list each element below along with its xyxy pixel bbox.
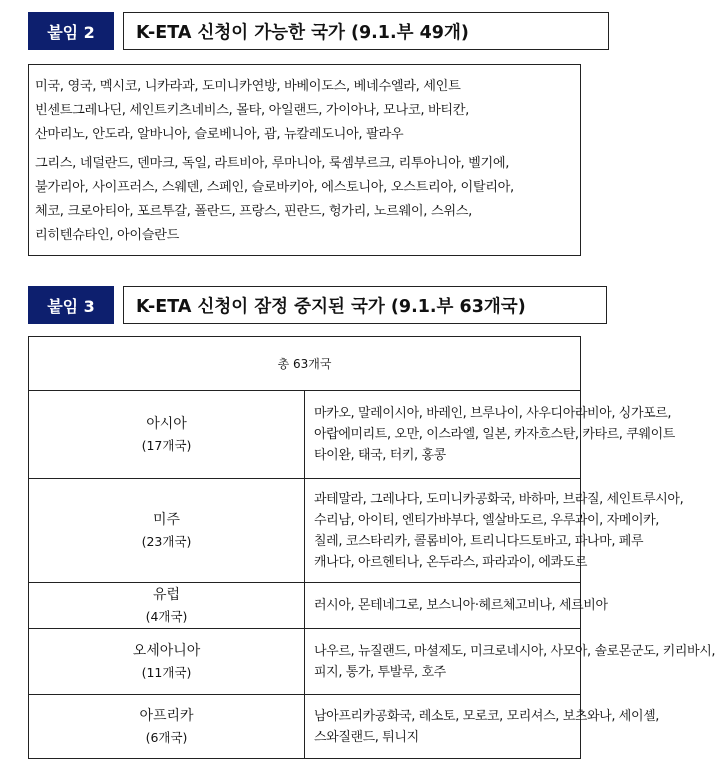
country-line: 수리남, 아이티, 엔티가바부다, 엘살바도르, 우루과이, 자메이카, <box>314 512 660 528</box>
region-cell <box>29 629 305 695</box>
region-count: (11개국) <box>141 664 192 680</box>
region-name: 아시아 <box>146 415 187 432</box>
table-row <box>29 583 581 629</box>
annex2-title: K-ETA 신청이 가능한 국가 (9.1.부 49개) <box>123 12 609 50</box>
country-line: 스와질랜드, 튀니지 <box>314 729 419 745</box>
country-line: 과테말라, 그레나다, 도미니카공화국, 바하마, 브라질, 세인트루시아, <box>314 491 684 507</box>
country-line: 피지, 통가, 투발루, 호주 <box>314 664 446 680</box>
total-count: 총 63개국 <box>29 337 581 391</box>
region-cell <box>29 583 305 629</box>
country-line: 마카오, 말레이시아, 바레인, 브루나이, 사우디아라비아, 싱가포르, <box>314 406 672 421</box>
region-countries <box>305 479 684 583</box>
country-line: 러시아, 몬테네그로, 보스니아·헤르체고비나, 세르비아 <box>314 598 608 613</box>
region-countries <box>305 695 660 759</box>
region-countries <box>305 629 715 695</box>
country-line: 남아프리카공화국, 레소토, 모로코, 모리셔스, 보츠와나, 세이셸, <box>314 708 660 724</box>
annex3-badge: 붙임 3 <box>28 286 114 324</box>
country-line: 나우르, 뉴질랜드, 마셜제도, 미크로네시아, 사모아, 솔로몬군도, 키리바시, <box>314 643 715 659</box>
annex2-line: 미국, 영국, 멕시코, 니카라과, 도미니카연방, 바베이도스, 베네수엘라, 세인트 <box>35 79 461 94</box>
country-line: 칠레, 코스타리카, 콜롬비아, 트리니다드토바고, 파나마, 페루 <box>314 533 644 549</box>
annex2-line: 리히텐슈타인, 아이슬란드 <box>35 228 179 243</box>
region-cell <box>29 695 305 759</box>
annex2-line: 산마리노, 안도라, 알바니아, 슬로베니아, 괌, 뉴칼레도니아, 팔라우 <box>35 127 404 142</box>
country-line: 아랍에미리트, 오만, 이스라엘, 일본, 카자흐스탄, 카타르, 쿠웨이트 <box>314 427 675 442</box>
annex2-line: 체코, 크로아티아, 포르투갈, 폴란드, 프랑스, 핀란드, 헝가리, 노르웨이, 스위스, <box>35 204 472 219</box>
table-row <box>29 629 581 695</box>
suspended-countries-table <box>28 336 715 759</box>
region-count: (23개국) <box>141 533 192 549</box>
region-count: (6개국) <box>145 729 188 745</box>
annex2-country-box <box>28 64 581 256</box>
region-count: (17개국) <box>141 437 192 453</box>
table-row <box>29 695 581 759</box>
region-cell <box>29 391 305 479</box>
region-countries <box>305 583 608 629</box>
region-name: 오세아니아 <box>132 642 201 659</box>
annex3-title: K-ETA 신청이 잠정 중지된 국가 (9.1.부 63개국) <box>123 286 607 324</box>
region-count: (4개국) <box>145 608 188 624</box>
annex2-line: 불가리아, 사이프러스, 스웨덴, 스페인, 슬로바키아, 에스토니아, 오스트리아, 이탈리아, <box>35 180 514 195</box>
country-line: 캐나다, 아르헨티나, 온두라스, 파라과이, 에콰도르 <box>314 554 588 570</box>
region-countries <box>305 391 675 479</box>
annex2-badge: 붙임 2 <box>28 12 114 50</box>
annex2-line: 빈센트그레나딘, 세인트키츠네비스, 몰타, 아일랜드, 가이아나, 모나코, 바티칸, <box>35 103 470 118</box>
annex2-line: 그리스, 네덜란드, 덴마크, 독일, 라트비아, 루마니아, 룩셈부르크, 리투아니아, 벨기에, <box>35 156 510 171</box>
table-row <box>29 391 581 479</box>
region-name: 아프리카 <box>139 707 194 724</box>
region-cell <box>29 479 305 583</box>
region-name: 유럽 <box>152 586 181 603</box>
region-name: 미주 <box>152 511 181 528</box>
country-line: 타이완, 태국, 터키, 홍콩 <box>314 448 446 463</box>
table-row <box>29 479 581 583</box>
table-row <box>29 337 581 391</box>
